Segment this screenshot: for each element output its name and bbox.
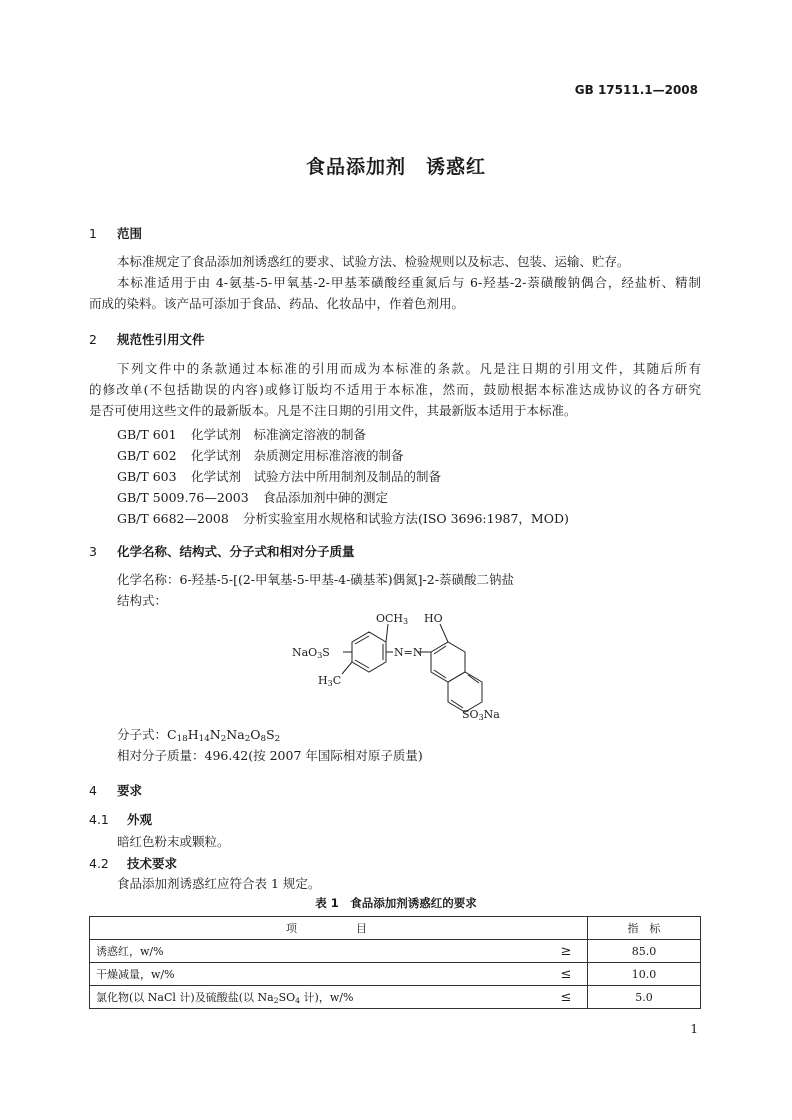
row-operator: ≥: [545, 940, 588, 963]
document-title: 食品添加剂 诱惑红: [305, 156, 486, 178]
table-row: [90, 963, 701, 986]
reference-item: GB/T 5009.76—2003 食品添加剂中砷的测定: [117, 490, 389, 505]
chemical-name: 化学名称：6-羟基-5-[(2-甲氧基-5-甲基-4-磺基苯)偶氮]-2-萘磺酸二钠盐: [117, 572, 514, 587]
section-4-heading: 4 要求: [89, 783, 143, 798]
section-4-1-heading: 4.1 外观: [89, 812, 153, 827]
svg-text:N=N: N=N: [394, 646, 423, 659]
row-item: 干燥减量，w/%: [90, 963, 546, 986]
row-value: 5.0: [588, 986, 701, 1009]
row-value: 85.0: [588, 940, 701, 963]
section-1-heading: 1 范围: [89, 226, 143, 241]
column-header-index: 指 标: [588, 917, 701, 940]
section-2-heading: 2 规范性引用文件: [89, 332, 205, 347]
reference-item: GB/T 6682—2008 分析实验室用水规格和试验方法(ISO 3696:1987，MOD): [117, 511, 569, 526]
svg-text:H3C: H3C: [318, 674, 342, 688]
svg-text:OCH3: OCH3: [376, 612, 409, 626]
row-item: 氯化物(以 NaCl 计)及硫酸盐(以 $Na_2SO_4$ 计)，w/%: [90, 986, 546, 1009]
section-4-1-text: 暗红色粉末或颗粒。: [117, 834, 230, 849]
page-number: 1: [690, 1022, 698, 1036]
structure-label: 结构式：: [117, 593, 168, 608]
reference-item: GB/T 602 化学试剂 杂质测定用标准溶液的制备: [117, 448, 404, 463]
svg-text:NaO3S: NaO3S: [292, 646, 330, 660]
section-3-heading: 3 化学名称、结构式、分子式和相对分子质量: [89, 544, 355, 559]
row-operator: ≤: [545, 963, 588, 986]
svg-text:SO3Na: SO3Na: [462, 708, 500, 720]
svg-text:HO: HO: [424, 612, 443, 625]
molecular-formula: 分子式：$C_{18}H_{14}N_2Na_2O_8S_2$: [117, 727, 281, 744]
requirements-table: [89, 916, 701, 1009]
row-operator: ≤: [545, 986, 588, 1009]
reference-item: GB/T 601 化学试剂 标准滴定溶液的制备: [117, 427, 367, 442]
row-value: 10.0: [588, 963, 701, 986]
table-row: [90, 940, 701, 963]
molecular-mass: 相对分子质量：496.42(按 2007 年国际相对原子质量): [117, 748, 423, 763]
section-1-para-1: 本标准规定了食品添加剂诱惑红的要求、试验方法、检验规则以及标志、包装、运输、贮存。: [117, 254, 630, 269]
section-2-para: 下列文件中的条款通过本标准的引用而成为本标准的条款。凡是注日期的引用文件，其随后所有 的修改单(不包括勘误的内容)或修订版均不适用于本标准，然而，鼓励根据本标准达成协议的各方研究 是否可使用这些文件的最新版本。凡是不注日期的引用文件，其最新版本适用于本标准。: [89, 361, 701, 418]
standard-number: GB 17511.1—2008: [574, 83, 698, 97]
table-row: [90, 986, 701, 1009]
row-item: 诱惑红，w/%: [90, 940, 546, 963]
column-header-item: 项 目: [90, 917, 588, 940]
section-4-2-text: 食品添加剂诱惑红应符合表 1 规定。: [117, 876, 321, 891]
table-title: 表 1 食品添加剂诱惑红的要求: [315, 896, 477, 910]
structural-formula: [290, 608, 520, 720]
reference-item: GB/T 603 化学试剂 试验方法中所用制剂及制品的制备: [117, 469, 442, 484]
table-header-row: [90, 917, 701, 940]
section-4-2-heading: 4.2 技术要求: [89, 856, 178, 871]
section-1-para-2: 本标准适用于由 4-氨基-5-甲氧基-2-甲基苯磺酸经重氮后与 6-羟基-2-萘磺酸钠偶合，经盐析、精制 而成的染料。该产品可添加于食品、药品、化妆品中，作着色剂用。: [89, 275, 701, 311]
